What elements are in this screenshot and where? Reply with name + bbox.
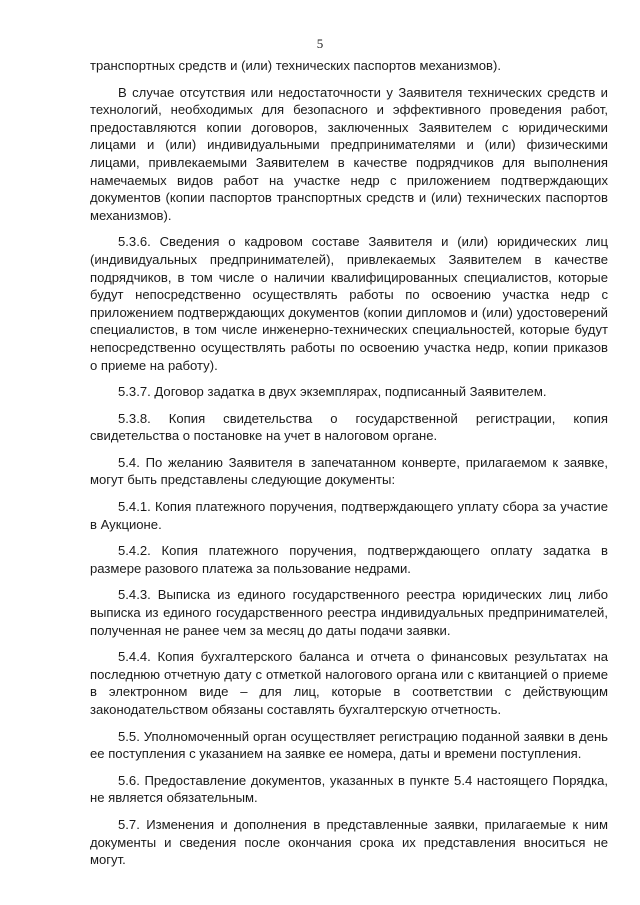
paragraph: 5.6. Предоставление документов, указанных в пункте 5.4 настоящего Порядка, не является обязательным.	[90, 772, 608, 806]
paragraph: 5.3.8. Копия свидетельства о государственной регистрации, копия свидетельства о постановке на учет в налоговом органе.	[90, 410, 608, 444]
paragraph: В случае отсутствия или недостаточности у Заявителя технических средств и технологий, необходимых для безопасного и эффективного проведения работ, предоставляются копии договоров, заключенных Заявителем с юридическими лицами и (или) индивидуальными предпринимателями и (или) физическими лицами, привлекаемыми Заявителем в качестве подрядчиков для выполнения намечаемых видов работ на участке недр с приложением подтверждающих документов (копии паспортов транспортных средств и (или) технических паспортов механизмов).	[90, 84, 608, 223]
paragraph: 5.7. Изменения и дополнения в представленные заявки, прилагаемые к ним документы и сведения после окончания срока их представления вноситься не могут.	[90, 816, 608, 868]
paragraph: 5.3.7. Договор задатка в двух экземплярах, подписанный Заявителем.	[118, 384, 547, 400]
paragraph: 5.4.1. Копия платежного поручения, подтверждающего уплату сбора за участие в Аукционе.	[90, 499, 608, 532]
paragraph: транспортных средств и (или) технических паспортов механизмов).	[90, 58, 502, 73]
paragraph: 5.4.2. Копия платежного поручения, подтверждающего оплату задатка в размере разового платежа за пользование недрами.	[90, 543, 608, 576]
page-number: 5	[316, 36, 324, 51]
paragraph: 5.4.4. Копия бухгалтерского баланса и отчета о финансовых результатах на последнюю отчетную дату с отметкой налогового органа или с квитанцией о приеме в электронном виде – для лиц, которые в соответствии с действующим законодательством обязаны составлять бухгалтерскую отчетность.	[90, 649, 608, 717]
paragraph: 5.5. Уполномоченный орган осуществляет регистрацию поданной заявки в день ее поступления с указанием на заявке ее номера, даты и времени поступления.	[90, 728, 608, 762]
paragraph: 5.3.6. Сведения о кадровом составе Заявителя и (или) юридических лиц (индивидуальных предпринимателей), привлекаемых Заявителем в качестве подрядчиков, в том числе о наличии квалифицированных специалистов, которые будут непосредственно осуществлять работы по освоению участка недр с приложением подтверждающих документов (копии дипломов и (или) удостоверений специалистов, в том числе инженерно-технических специальностей, которые будут непосредственно осуществлять работы по освоению участка недр, копии приказов о приеме на работу).	[90, 234, 608, 373]
paragraph: 5.4.3. Выписка из единого государственного реестра юридических лиц либо выписка из единого государственного реестра индивидуальных предпринимателей, полученная не ранее чем за месяц до даты подачи заявки.	[90, 587, 608, 638]
document-body	[90, 57, 608, 869]
paragraph: 5.4. По желанию Заявителя в запечатанном конверте, прилагаемом к заявке, могут быть представлены следующие документы:	[90, 454, 608, 488]
